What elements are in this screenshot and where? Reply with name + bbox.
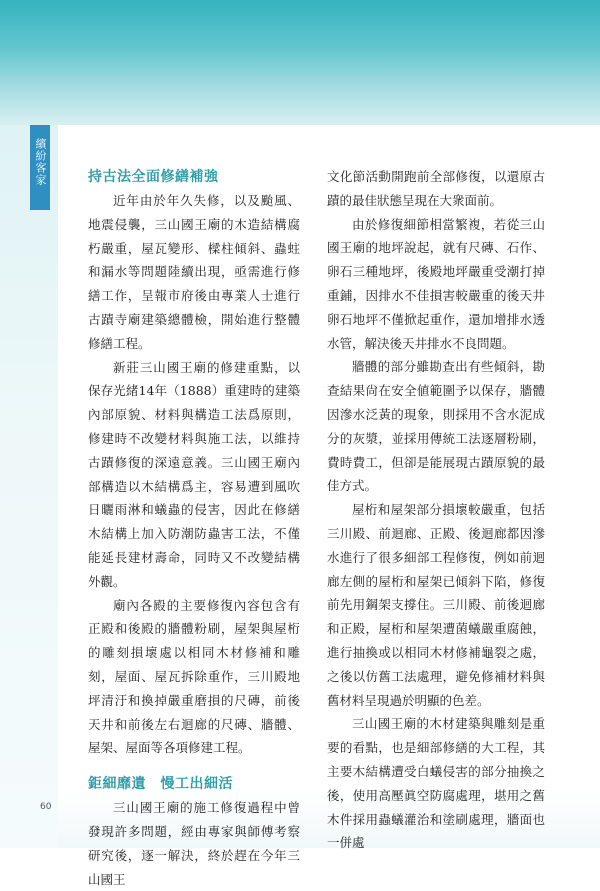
left-column — [88, 165, 300, 891]
body-paragraph: 牆體的部分雖勘查出有些傾斜，勘查結果尙在安全値範圍予以保存，牆體因滲水泛黃的現象，則採用不含水泥成分的灰漿，並採用傳統工法逐層粉刷，費時費工，但卻是能展現古蹟原貌的最佳方式。 — [327, 359, 545, 494]
section-heading-detail: 鉅細靡遺 慢工出細活 — [88, 776, 233, 793]
left-color-band — [0, 125, 58, 848]
body-paragraph: 新莊三山國王廟的修建重點，以保存光緒14年（1888）重建時的建築內部原貌、材料與構造工法爲原則，修建時不改變材料與施工法，以維持古蹟修復的深遠意義。三山國王廟內部構造以木結構爲主，容易遭到風吹日曬雨淋和蟻蟲的侵害，因此在修繕木結構上加入防潮防蟲害工法，不僅能延長建材壽命，同時又不改變結構外觀。 — [88, 359, 300, 589]
section-tab-label: 繽紛客家 — [34, 138, 47, 186]
body-paragraph: 三山國王廟的木材建築與雕刻是重要的看點，也是細部修繕的大工程，其主要木結構遭受白蟻侵害的部分抽換之後，使用高壓眞空防腐處理，堪用之舊木件採用蟲蟻灌治和塗刷處理，牆面也一併處 — [327, 716, 545, 851]
body-paragraph-continued: 文化節活動開跑前全部修復，以還原古蹟的最佳狀態呈現在大衆面前。 — [327, 169, 545, 208]
right-column — [327, 165, 545, 855]
body-paragraph: 三山國王廟的施工修復過程中曾發現許多問題，經由專家與師傅考察研究後，逐一解決，終於趕在今年三山國王 — [88, 800, 300, 887]
body-paragraph: 近年由於年久失修，以及颱風、地震侵襲，三山國王廟的木造結構腐朽嚴重，屋瓦變形、樑柱傾斜、蟲蛀和漏水等問題陸續出現，亟需進行修繕工作，呈報市府後由專業人士進行古蹟寺廟建築總體檢，開始進行整體修繕工程。 — [88, 193, 300, 351]
body-paragraph: 屋桁和屋架部分損壞較嚴重，包括三川殿、前迴廊、正殿、後迴廊都因滲水進行了很多細部工程修復，例如前迴廊左側的屋桁和屋架已傾斜下陷，修復前先用鋼架支撐住。三川殿、前後迴廊和正殿，屋桁和屋架遭菌蟻嚴重腐蝕，進行抽換或以相同木材修補龜裂之處，之後以仿舊工法處理，避免修補材料與舊材料呈現過於明顯的色差。 — [327, 502, 545, 708]
section-heading-restoration: 持古法全面修繕補強 — [88, 169, 219, 185]
body-paragraph: 廟內各殿的主要修復內容包含有正殿和後殿的牆體粉刷，屋架與屋桁的雕刻損壞處以相同木材修補和雕刻，屋面、屋瓦拆除重作，三川殿地坪清汙和換掉嚴重磨損的尺磚，前後天井和前後左右迴廊的尺磚、牆體、屋架、屋面等各項修建工程。 — [88, 597, 300, 756]
top-color-band — [0, 0, 600, 125]
page-number: 60 — [40, 802, 52, 812]
body-paragraph: 由於修復細節相當繁複，若從三山國王廟的地坪說起，就有尺磚、石作、卵石三種地坪，後殿地坪嚴重受潮打掉重鋪，因排水不佳損害較嚴重的後天井卵石地坪不僅掀起重作，還加增排水透水管，解決後天井排水不良問題。 — [327, 216, 545, 351]
